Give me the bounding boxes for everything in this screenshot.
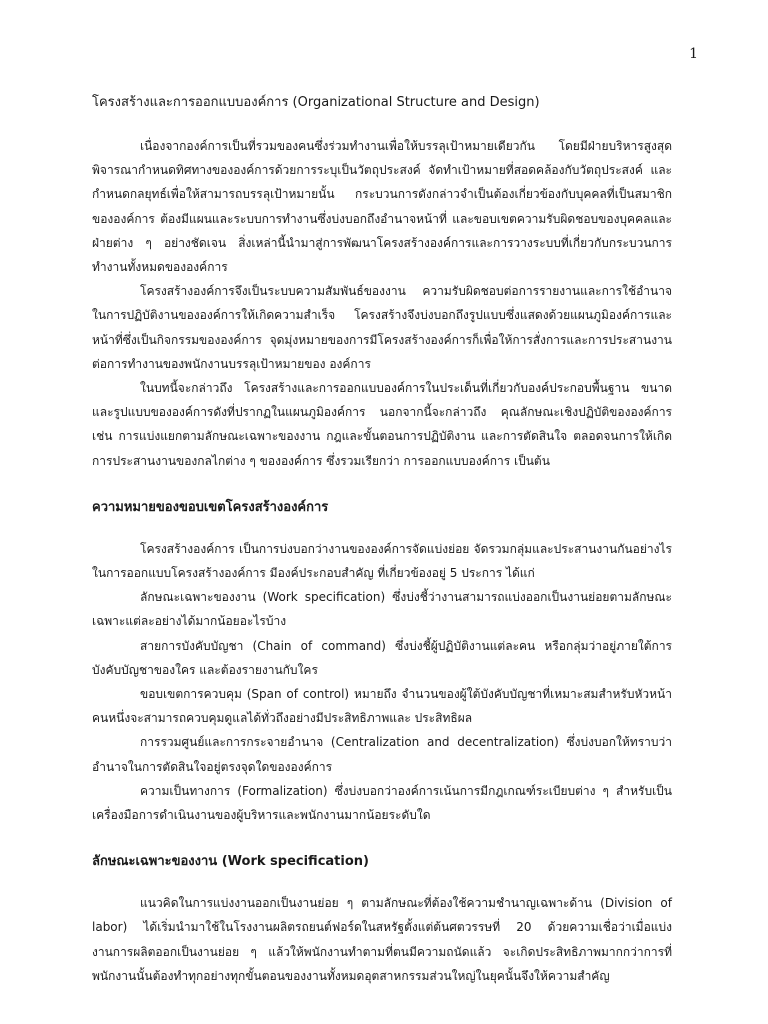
section1-paragraph-3: สายการบังคับบัญชา (Chain of command) ซึ่งบ่งชี้ผู้ปฏิบัติงานแต่ละคน หรือกลุ่มว่าอยู่ภายใต้การบังคับบัญชาของใคร และต้องรายงานกับใคร — [92, 638, 672, 677]
section1-paragraph-5: การรวมศูนย์และการกระจายอำนาจ (Centralization and decentralization) ซึ่งบ่งบอกให้ทราบว่า อำนาจในการตัดสินใจอยู่ตรงจุดใดขององค์การ — [92, 735, 672, 774]
section1-paragraph-2: ลักษณะเฉพาะของงาน (Work specification) ซึ่งบ่งชี้ว่างานสามารถแบ่งออกเป็นงานย่อยตามลักษณะเฉพาะแต่ละอย่างได้มากน้อยอะไรบ้าง — [92, 590, 672, 629]
intro-paragraph-2: โครงสร้างองค์การจึงเป็นระบบความสัมพันธ์ของงาน ความรับผิดชอบต่อการรายงานและการใช้อำนาจในการปฏิบัติงานขององค์การให้เกิดความสำเร็จ โครงสร้างจึงบ่งบอกถึงรูปแบบซึ่งแสดงด้วยแผนภูมิองค์การและหน้าที่ซึ่งเป็นกิจกรรมขององค์การ จุดมุ่งหมายของการมีโครงสร้างองค์การก็เพื่อให้การสั่งการและการประสานงานต่อการทำงานของพนักงานบรรลุเป้าหมายของ องค์การ — [92, 284, 672, 371]
section1-paragraph-4: ขอบเขตการควบคุม (Span of control) หมายถึง จำนวนของผู้ใต้บังคับบัญชาที่เหมาะสมสำหรับหัวหน้าคนหนึ่งจะสามารถควบคุมดูแลได้ทั่วถึงอย่างมีประสิทธิภาพและ ประสิทธิผล — [92, 687, 672, 726]
structure-definition-section — [92, 497, 672, 827]
section-heading-structure: ความหมายของขอบเขตโครงสร้างองค์การ — [92, 499, 329, 515]
intro-paragraph-3: ในบทนี้จะกล่าวถึง โครงสร้างและการออกแบบองค์การในประเด็นที่เกี่ยวกับองค์ประกอบพื้นฐาน ขนาด และรูปแบบขององค์การดังที่ปรากฏในแผนภูมิองค์การ นอกจากนี้จะกล่าวถึง คุณลักษณะเชิงปฏิบัติขององค์การ เช่น การแบ่งแยกตามลักษณะเฉพาะของงาน กฎและขั้นตอนการปฏิบัติงาน และการตัดสินใจ ตลอดจนการให้เกิดการประสานงานของกลไกต่าง ๆ ขององค์การ ซึ่งรวมเรียกว่า การออกแบบองค์การ เป็นต้น — [92, 381, 672, 468]
section1-paragraph-1: โครงสร้างองค์การ เป็นการบ่งบอกว่างานขององค์การจัดแบ่งย่อย จัดรวมกลุ่มและประสานงานกันอย่างไร ในการออกแบบโครงสร้างองค์การ มีองค์ประกอบสำคัญ ที่เกี่ยวข้องอยู่ 5 ประการ ได้แก่ — [92, 541, 672, 581]
section2-paragraph-1: แนวคิดในการแบ่งงานออกเป็นงานย่อย ๆ ตามลักษณะที่ต้องใช้ความชำนาญเฉพาะด้าน (Division of labor) ได้เริ่มนำมาใช้ในโรงงานผลิตรถยนต์ฟอร์ดในสหรัฐตั้งแต่ต้นศตวรรษที่ 20 ด้วยความเชื่อว่าเมื่อแบ่งงานการผลิตออกเป็นงานย่อย ๆ แล้วให้พนักงานทำตามที่ตนมีความถนัดแล้ว จะเกิดประสิทธิภาพมากกว่าการที่พนักงานนั้นต้องทำทุกอย่างทุกขั้นตอนของงานทั้งหมดอุตสาหกรรมส่วนใหญ่ในยุคนั้นจึงให้ความสำคัญ — [92, 896, 672, 983]
section-heading-work-specification: ลักษณะเฉพาะของงาน (Work specification) — [92, 854, 369, 870]
work-specification-section — [92, 851, 672, 988]
intro-paragraph-1: เนื่องจากองค์การเป็นที่รวมของคนซึ่งร่วมทำงานเพื่อให้บรรลุเป้าหมายเดียวกัน โดยมีฝ่ายบริหารสูงสุดพิจารณากำหนดทิศทางขององค์การด้วยการระบุเป็นวัตถุประสงค์ จัดทำเป้าหมายที่สอดคล้องกับวัตถุประสงค์ และกำหนดกลยุทธ์เพื่อให้สามารถบรรลุเป้าหมายนั้น กระบวนการดังกล่าวจำเป็นต้องเกี่ยวข้องกับบุคคลที่เป็นสมาชิกขององค์การ ต้องมีแผนและระบบการทำงานซึ่งบ่งบอกถึงอำนาจหน้าที่ และขอบเขตความรับผิดชอบของบุคคลและฝ่ายต่าง ๆ อย่างชัดเจน สิ่งเหล่านี้นำมาสู่การพัฒนาโครงสร้างองค์การและการวางระบบที่เกี่ยวกับกระบวนการทำงานทั้งหมดขององค์การ — [92, 139, 672, 275]
document-body — [92, 92, 672, 1012]
section1-paragraph-6: ความเป็นทางการ (Formalization) ซึ่งบ่งบอกว่าองค์การเน้นการมีกฎเกณฑ์ระเบียบต่าง ๆ สำหรับเป็นเครื่องมือการดำเนินงานของผู้บริหารและพนักงานมากน้อยระดับใด — [92, 783, 672, 823]
intro-section — [92, 134, 672, 473]
document-title: โครงสร้างและการออกแบบองค์การ (Organizational Structure and Design) — [92, 95, 540, 110]
page-number: 1 — [689, 46, 698, 62]
